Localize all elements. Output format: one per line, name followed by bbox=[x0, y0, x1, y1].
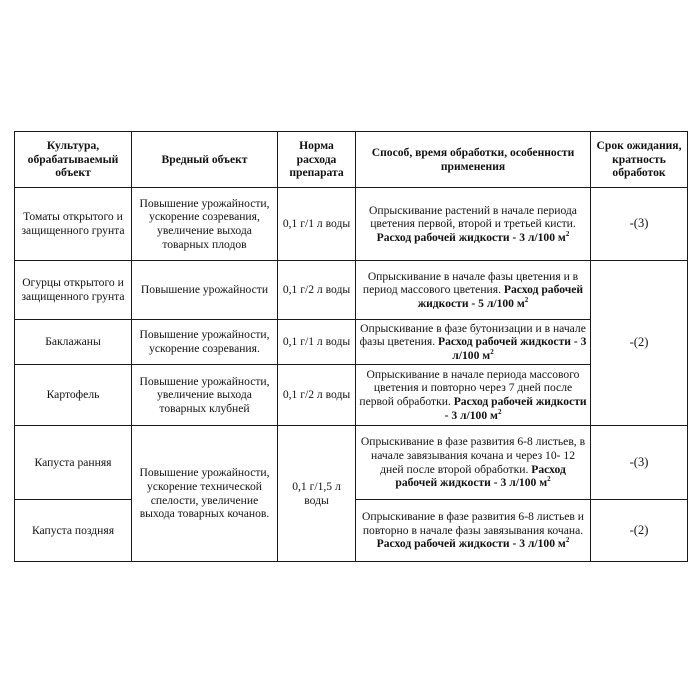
target-cell: Повышение урожайности bbox=[132, 261, 278, 320]
method-text: Опрыскивание в начале периода массового цветения и повторно через 7 дней после первой обработки. bbox=[359, 367, 580, 408]
table-row bbox=[15, 365, 688, 426]
method-consumption: Расход рабочей жидкости - 3 л/100 $м^2$ bbox=[376, 536, 570, 551]
rate-cell: 0,1 г/1 л воды bbox=[278, 320, 356, 365]
target-cell: Повышение урожайности, увеличение выхода товарных клубней bbox=[132, 365, 278, 426]
crop-cell: Томаты открытого и защищенного грунта bbox=[15, 188, 132, 261]
header-target: Вредный объект bbox=[132, 132, 278, 188]
crop-cell: Огурцы открытого и защищенного грунта bbox=[15, 261, 132, 320]
crop-cell: Капуста поздняя bbox=[15, 500, 132, 562]
wait-cell: -(3) bbox=[591, 426, 688, 500]
rate-cell: 0,1 г/2 л воды bbox=[278, 261, 356, 320]
table-row bbox=[15, 188, 688, 261]
table-row bbox=[15, 426, 688, 500]
method-cell bbox=[356, 426, 591, 500]
method-text: Опрыскивание в фазе бутонизации и в начале фазы цветения. bbox=[359, 321, 586, 349]
table-row bbox=[15, 320, 688, 365]
method-text: Опрыскивание в фазе развития 6-8 листьев, в начале завязывания кочана и через 10- 12 дней после второй обработки. bbox=[360, 435, 586, 476]
rate-cell: 0,1 г/1,5 л воды bbox=[278, 426, 356, 562]
rate-cell: 0,1 г/2 л воды bbox=[278, 365, 356, 426]
method-cell bbox=[356, 188, 591, 261]
method-cell bbox=[356, 365, 591, 426]
header-wait: Срок ожидания, кратность обработок bbox=[591, 132, 688, 188]
treatment-table bbox=[14, 131, 688, 562]
method-cell bbox=[356, 261, 591, 320]
rate-cell: 0,1 г/1 л воды bbox=[278, 188, 356, 261]
header-method: Способ, время обработки, особенности применения bbox=[356, 132, 591, 188]
method-text: Опрыскивание в фазе развития 6-8 листьев и повторно в начале фазы завязывания кочана. bbox=[362, 510, 584, 537]
method-consumption: Расход рабочей жидкости - 3 л/100 $м^2$ bbox=[395, 462, 566, 490]
wait-cell: -(2) bbox=[591, 261, 688, 426]
method-text: Опрыскивание в начале фазы цветения и в период массового цветения. bbox=[362, 269, 579, 297]
method-consumption: Расход рабочей жидкости - 3 л/100 $м^2$ bbox=[438, 335, 587, 362]
target-cell: Повышение урожайности, ускорение созревания. bbox=[132, 320, 278, 365]
method-cell bbox=[356, 320, 591, 365]
crop-cell: Картофель bbox=[15, 365, 132, 426]
method-consumption: Расход рабочей жидкости - 5 л/100 $м^2$ bbox=[417, 283, 584, 310]
header-crop: Культура, обрабатываемый объект bbox=[15, 132, 132, 188]
method-consumption: Расход рабочей жидкости - 3 л/100 $м^2$ bbox=[444, 395, 587, 422]
header-row bbox=[15, 132, 688, 188]
method-consumption: Расход рабочей жидкости - 3 л/100 $м^2$ bbox=[376, 229, 570, 244]
target-cell: Повышение урожайности, ускорение созревания, увеличение выхода товарных плодов bbox=[132, 188, 278, 261]
wait-cell: -(3) bbox=[591, 188, 688, 261]
wait-cell: -(2) bbox=[591, 500, 688, 562]
header-rate: Норма расхода препарата bbox=[278, 132, 356, 188]
target-cell: Повышение урожайности, ускорение технической спелости, увеличение выхода товарных кочанов. bbox=[132, 426, 278, 562]
crop-cell: Баклажаны bbox=[15, 320, 132, 365]
crop-cell: Капуста ранняя bbox=[15, 426, 132, 500]
method-text: Опрыскивание растений в начале периода цветения первой, второй и третьей кисти. bbox=[369, 203, 577, 231]
table-row bbox=[15, 261, 688, 320]
method-cell bbox=[356, 500, 591, 562]
